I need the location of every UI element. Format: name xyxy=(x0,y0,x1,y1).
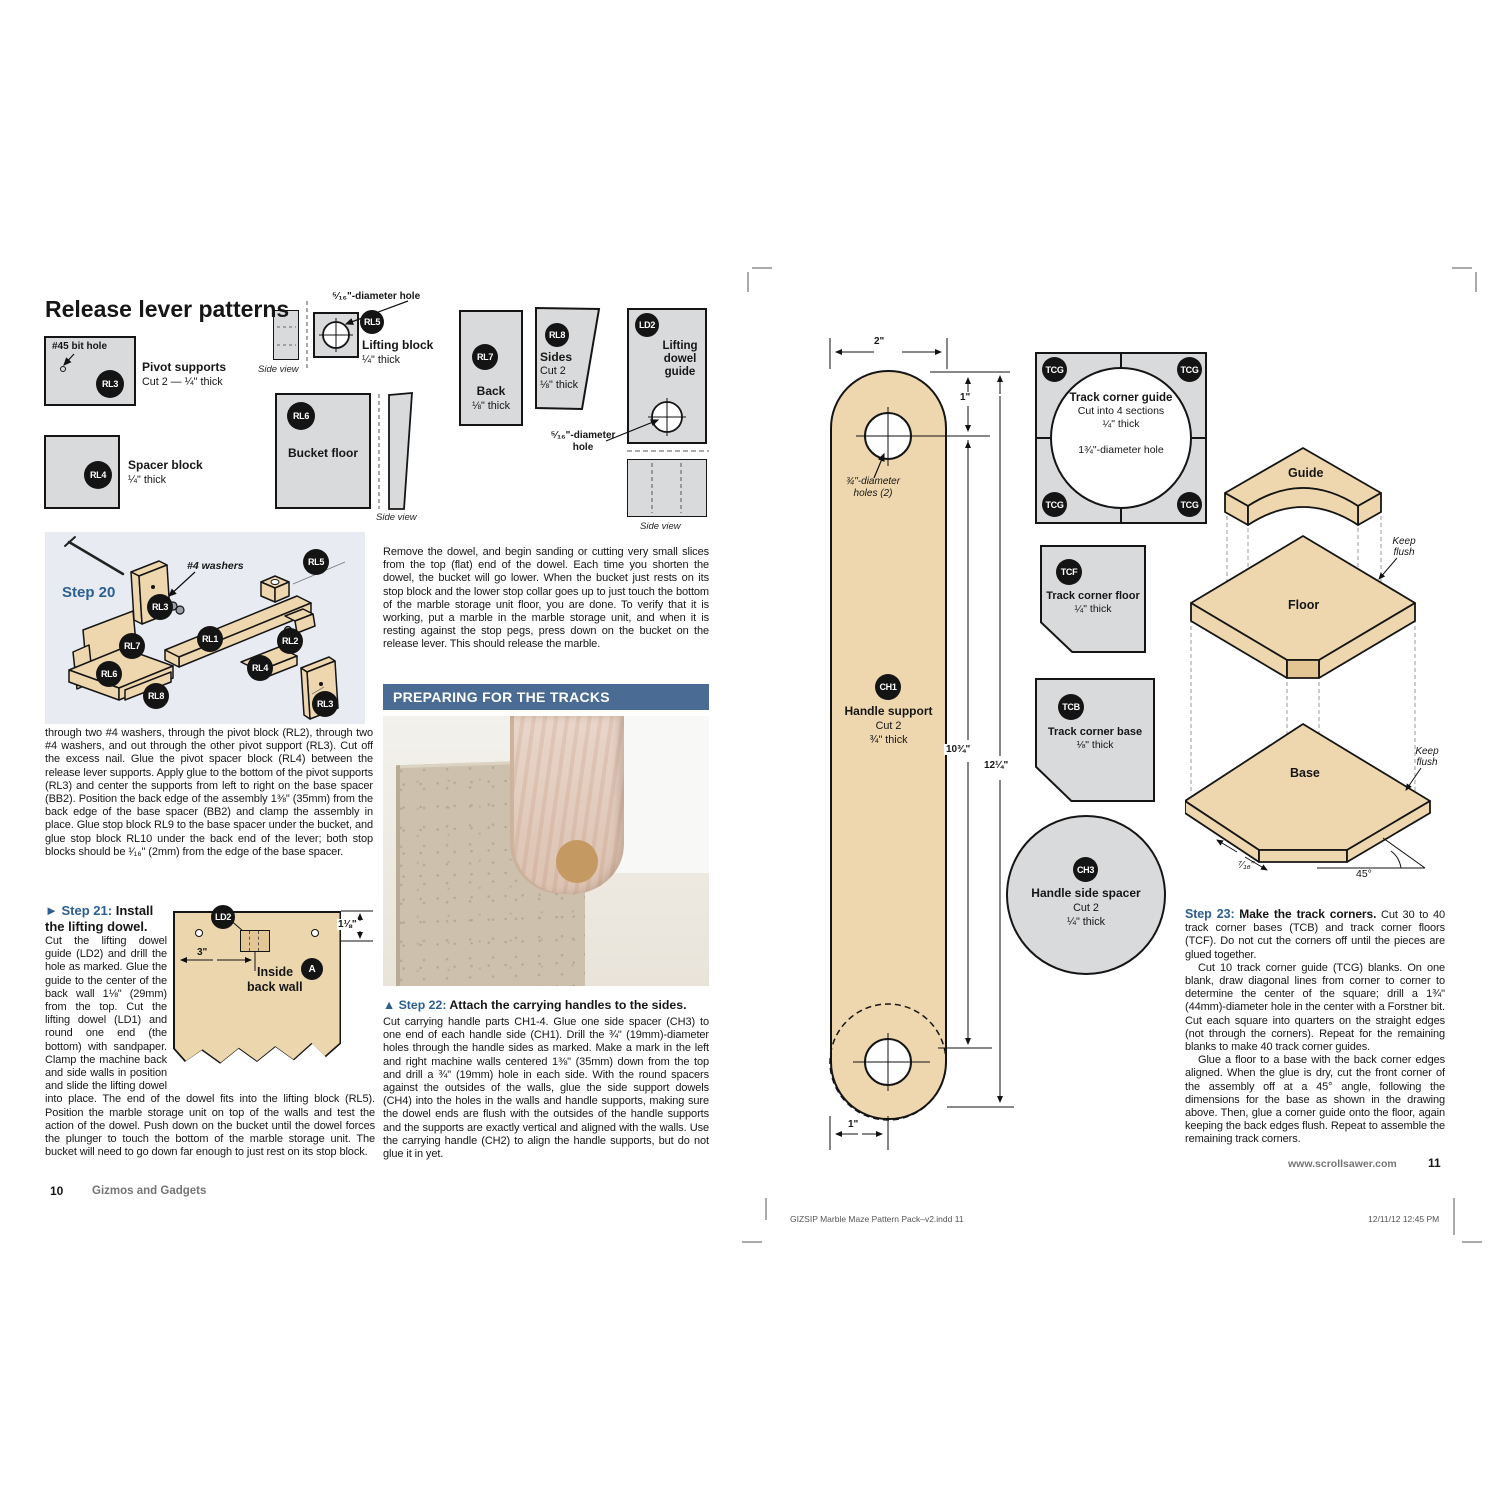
exploded-angle: 45° xyxy=(1356,868,1372,880)
ch1-dim-full: 12¼" xyxy=(984,760,1009,771)
dim-1-1-8in: 1⅛" xyxy=(338,919,357,930)
tcb-name: Track corner base xyxy=(1047,726,1143,738)
rl6-side-view-label: Side view xyxy=(376,512,417,523)
keep-flush-label-1: Keep flush xyxy=(1392,536,1416,558)
website-url: www.scrollsawer.com xyxy=(1288,1158,1397,1170)
step20-badge-rl5: RL5 xyxy=(303,549,329,575)
ch1-name: Handle support xyxy=(844,704,933,718)
exploded-dim: ⁷⁄₁₆" xyxy=(1238,860,1255,871)
column1-paragraph: through two #4 washers, through the pivot block (RL2), through two #4 washers, and out through the other pivot support (RL3). Cut off the excess nail. Glue the pivot spacer block (RL4) between the release lever supports. Apply glue to the bottom of the pivot supports (RL3) and center the supports from left to right on the base spacer (BB2). Position the back edge of the assembly 1⅜" (35mm) from the back edge of the base spacer (BB2) and clamp the assembly in place. Glue stop block RL9 to the base spacer under the bucket, and glue stop block RL10 under the back end of the lever; both stop blocks should be ¹⁄₁₆" (2mm) from the edge of the base spacer. xyxy=(45,727,373,858)
ch1-dim-bottom: 1" xyxy=(848,1119,859,1130)
ld2-badge: LD2 xyxy=(635,313,659,337)
tcg-line2: Cut into 4 sections xyxy=(1077,405,1165,417)
ch3-badge: CH3 xyxy=(1073,857,1098,882)
rl5-side-view-label: Side view xyxy=(258,364,299,375)
ch1-badge: CH1 xyxy=(875,674,901,700)
step20-badge-rl3: RL3 xyxy=(147,594,173,620)
tcf-thick: ¼" thick xyxy=(1074,602,1112,615)
tcf-badge: TCF xyxy=(1056,559,1082,585)
rl3-name: Pivot supports xyxy=(142,360,227,374)
tcb-thick: ⅛" thick xyxy=(1076,738,1114,751)
tcg-line3: ¼" thick xyxy=(1102,417,1140,430)
step21-a-badge: A xyxy=(301,958,323,980)
tcg-line4: 1¾"-diameter hole xyxy=(1078,444,1164,456)
rl8-badge: RL8 xyxy=(545,323,569,347)
step20-badge-rl6: RL6 xyxy=(96,661,122,687)
rl8-spec: ⅛" thick xyxy=(540,379,579,391)
ch1-hole-label: ¾"-diameter holes (2) xyxy=(845,476,901,499)
tcf-name: Track corner floor xyxy=(1046,590,1140,602)
step22-label: ▲ Step 22: xyxy=(383,998,447,1012)
rl5-badge: RL5 xyxy=(360,310,384,334)
tcg-badge-4: TCG xyxy=(1177,492,1202,517)
rl3-badge: RL3 xyxy=(96,370,124,398)
ld2-hole-label-1: ⁵⁄₁₆"-diameter xyxy=(550,430,616,441)
step20-badge-rl1: RL1 xyxy=(197,626,223,652)
step21-ld2-badge: LD2 xyxy=(211,905,235,929)
tcg-badge-1: TCG xyxy=(1042,357,1067,382)
rl5-name: Lifting block xyxy=(362,338,434,352)
tcg-badge-2: TCG xyxy=(1177,357,1202,382)
guide-line xyxy=(258,931,259,951)
step20-badge-rl3b: RL3 xyxy=(312,691,338,717)
step23-title: Make the track corners. xyxy=(1239,907,1377,921)
ld2-side-view-label: Side view xyxy=(640,521,681,532)
ch3-thick: ¼" thick xyxy=(1066,916,1106,928)
step20-title: Step 20 xyxy=(62,584,116,601)
rl3-spec: Cut 2 — ¼" thick xyxy=(142,376,223,388)
ch3-name: Handle side spacer xyxy=(1031,886,1141,900)
slug-timestamp: 12/11/12 12:45 PM xyxy=(1368,1214,1440,1224)
ch3-cut: Cut 2 xyxy=(1073,902,1099,914)
step21-title: Install the lifting dowel. xyxy=(45,903,154,934)
step22-title: Attach the carrying handles to the sides. xyxy=(449,998,687,1012)
nail-hole-left xyxy=(195,929,203,937)
rl4-name: Spacer block xyxy=(128,458,203,472)
rl8-name: Sides xyxy=(540,350,573,364)
ld2-hole-label-2: hole xyxy=(572,442,594,453)
tcg-name: Track corner guide xyxy=(1069,392,1173,404)
tcg-badge-3: TCG xyxy=(1042,492,1067,517)
step20-badge-rl4: RL4 xyxy=(247,655,273,681)
rl6-name: Bucket floor xyxy=(287,446,358,460)
step23-p2: Cut 10 track corner guide (TCG) blanks. On one blank, draw diagonal lines from corner to corner to determine the center of the square; drill a 1¾" (44mm)-diameter hole in the center with a Forstner bit. Cut each square into quarters on the straight edges (not through the corners). Repeat for the remaining blanks to make 40 track corner guides. xyxy=(1185,961,1445,1054)
step21-section xyxy=(45,903,375,1159)
keep-flush-label-2: Keep flush xyxy=(1415,746,1439,768)
book-title: Gizmos and Gadgets xyxy=(92,1185,207,1197)
step20-badge-rl8: RL8 xyxy=(143,683,169,709)
ch1-dim-width: 2" xyxy=(874,336,885,347)
rl4-badge: RL4 xyxy=(84,461,112,489)
step22-body: Cut carrying handle parts CH1-4. Glue one side spacer (CH3) to one end of each handle side (CH1). Drill the ¾" (19mm)-diameter holes through the handle sides as marked. Make a mark in the left and right machine walls centered 1⅜" (35mm) down from the top and drill a ¾" (19mm) hole in each side. With the round spacers against the outsides of the walls, glue the side support dowels (CH4) into the holes in the walls and handle supports, making sure the dowel ends are flush with the outsides of the handle supports and the supports are exactly vertical and aligned with the walls. Use the carrying handle (CH2) to align the handle supports, but do not glue it in yet. xyxy=(383,1016,709,1161)
step21-diagram xyxy=(173,903,375,1083)
ch1-thick: ¾" thick xyxy=(869,734,908,746)
rl3-hole-label: #45 bit hole xyxy=(52,341,108,352)
ld2-name: Lifting dowel guide xyxy=(662,340,698,378)
rl5-spec: ¼" thick xyxy=(362,354,401,366)
nail-hole-right xyxy=(311,929,319,937)
step23-label: Step 23: xyxy=(1185,907,1235,921)
patterns-title: Release lever patterns xyxy=(45,296,290,322)
right-page-number: 11 xyxy=(1428,1156,1441,1170)
tcf-text xyxy=(1043,590,1143,615)
tcb-text xyxy=(1039,726,1151,751)
mid-paragraph: Remove the dowel, and begin sanding or cutting very small slices from the top (flat) end of the dowel. Each time you shorten the dowel, the bucket will go lower. When the bucket just rests on its stop block and the lower stop collar goes up to just touch the bottom of the marble storage unit floor, you are done. To verify that it is working, put a marble in the marble storage unit, and when it is resting against the stop pegs, press down on the bucket on the release lever. This should release the marble. xyxy=(383,546,709,651)
rl7-badge: RL7 xyxy=(472,344,498,370)
slug-filename: GIZSIP Marble Maze Pattern Pack–v2.indd 11 xyxy=(790,1214,964,1224)
dowel-guide-block xyxy=(240,930,270,952)
step20-badge-rl2: RL2 xyxy=(277,628,303,654)
section-banner: PREPARING FOR THE TRACKS xyxy=(383,684,709,710)
exploded-guide-label: Guide xyxy=(1288,466,1324,480)
left-page-number: 10 xyxy=(50,1184,64,1198)
ch1-dim-mid: 10¾" xyxy=(946,744,971,755)
exploded-floor-label: Floor xyxy=(1288,598,1320,612)
rl5-hole-label: ⁵⁄₁₆"-diameter hole xyxy=(332,291,421,302)
tcg-text xyxy=(1061,392,1181,457)
step20-badge-rl7: RL7 xyxy=(119,633,145,659)
tcb-badge: TCB xyxy=(1058,694,1084,720)
rl7-name: Back xyxy=(476,384,506,398)
step23-p1: Step 23: Make the track corners. Cut 30 to 40 track corner bases (TCB) and track corner floors (TCF). Do not cut the corners off until the pieces are glued together. xyxy=(1185,907,1446,961)
step23-p3: Glue a floor to a base with the back corner edges aligned. When the glue is dry, cut the front corner of the assembly off at a 45° angle, following the dimensions for the base as shown in the drawing above. Then, glue a corner guide onto the floor, again keeping the back edges flush. Repeat to assemble the remaining track corners. xyxy=(1185,1054,1445,1146)
rl8-cut: Cut 2 xyxy=(540,365,566,377)
rl7-spec: ⅛" thick xyxy=(471,400,511,412)
rl6-badge: RL6 xyxy=(287,402,315,430)
guide-line xyxy=(249,931,250,951)
step21-label: ► Step 21: xyxy=(45,903,113,918)
dim-3in: 3" xyxy=(197,947,208,958)
wall-label-1: Inside xyxy=(257,965,294,979)
step20-washers-label: #4 washers xyxy=(187,560,244,572)
wall-label-2: back wall xyxy=(247,980,303,994)
ch1-cut: Cut 2 xyxy=(875,720,902,732)
exploded-base-label: Base xyxy=(1290,766,1320,780)
ch1-dim-top: 1" xyxy=(960,392,971,403)
step21-body: Cut the lifting dowel guide (LD2) and drill the hole as marked. Glue the guide to the center of the back wall 1⅛" (29mm) from the top. Cut the lifting dowel (LD1) and round one end (the bottom) with sandpaper. Clamp the machine back and side walls in position and slide the lifting dowel into place. The end of the dowel fits into the lifting block (RL5). Position the marble storage unit on top of the walls and test the action of the dowel. Push down on the bucket until the dowel forces the plunger to touch the bottom of the marble storage unit. The bucket will need to go down far enough to just rest on its stop block. xyxy=(45,935,375,1159)
rl4-spec: ¼" thick xyxy=(128,474,167,486)
